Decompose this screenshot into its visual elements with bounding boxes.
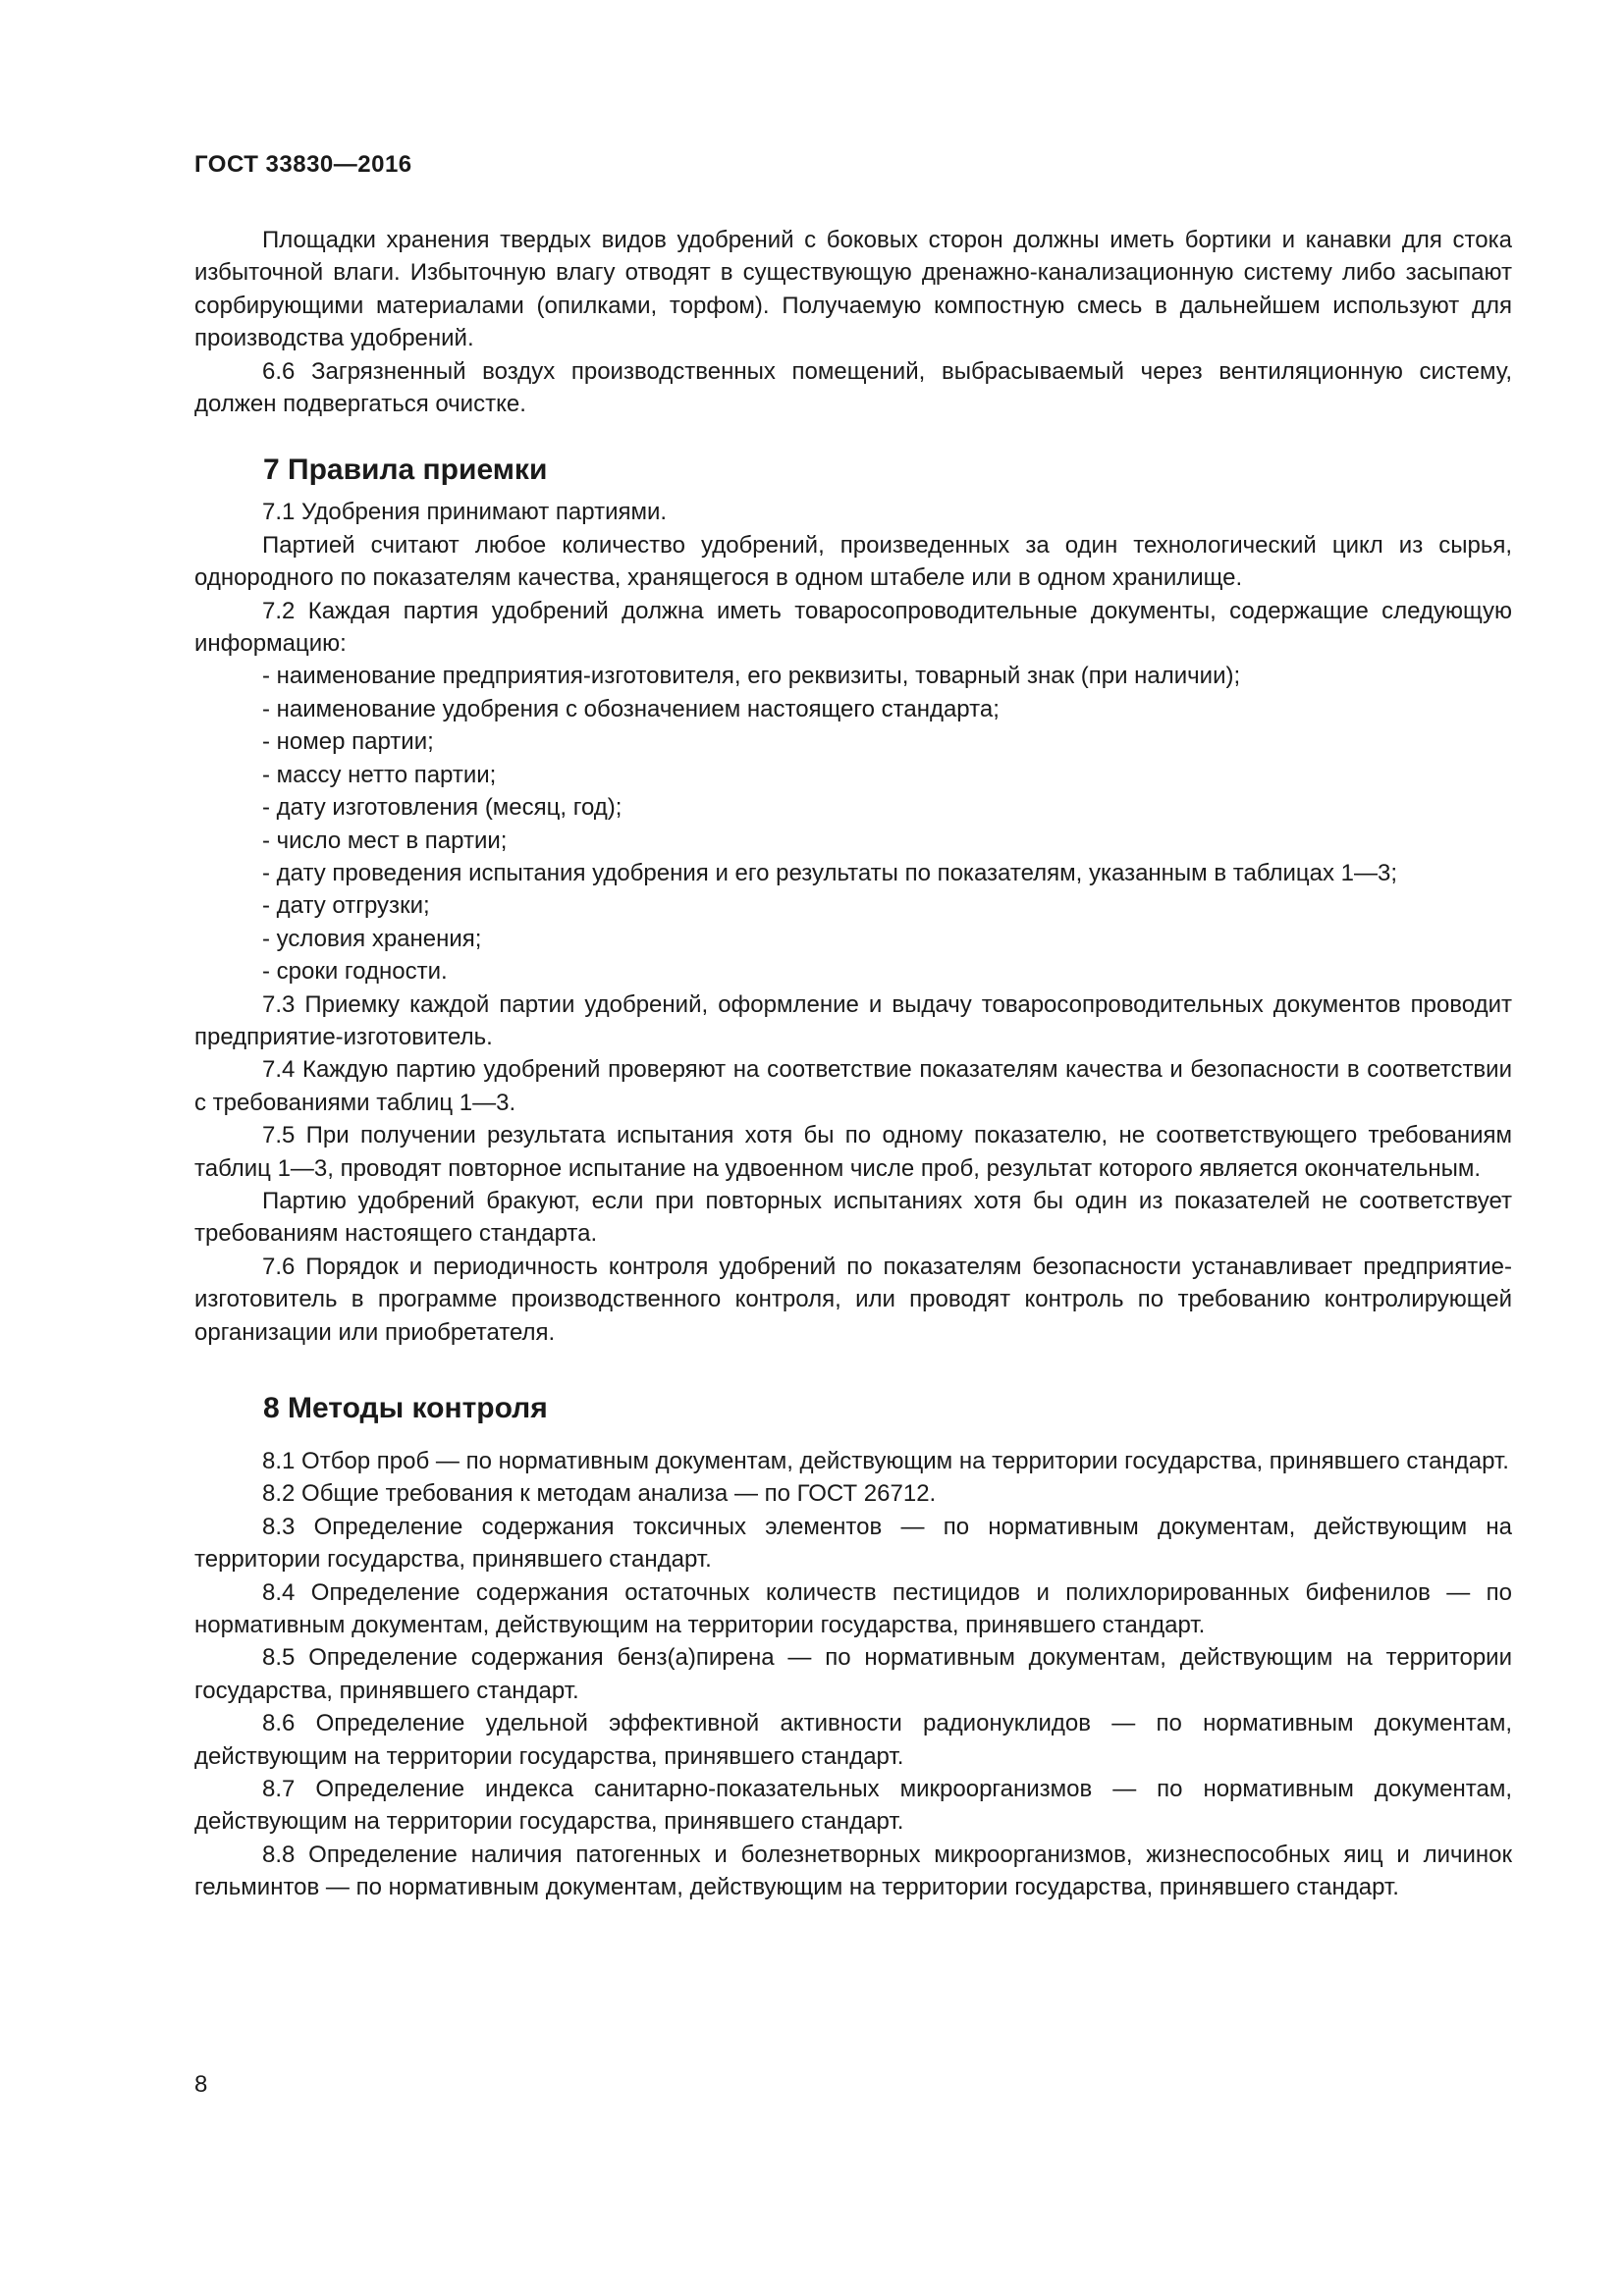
list-item: - массу нетто партии;: [262, 761, 497, 788]
paragraph-7-5: 7.5 При получении результата испытания хотя бы по одному показателю, не соответствующего требованиям таблиц 1—3, проводят повторное испытание на удвоенном числе проб, результат которого является окончательным.: [194, 1122, 1512, 1182]
list-item: - дату проведения испытания удобрения и его результаты по показателям, указанным в таблицах 1—3;: [262, 859, 1398, 886]
paragraph-8-2: 8.2 Общие требования к методам анализа — по ГОСТ 26712.: [262, 1480, 937, 1508]
paragraph-batch-definition: Партией считают любое количество удобрений, произведенных за один технологический цикл из сырья, однородного по показателям качества, хранящегося в одном штабеле или в одном хранилище.: [194, 531, 1512, 592]
page-number: 8: [194, 2071, 208, 2098]
list-item: - наименование удобрения с обозначением настоящего стандарта;: [262, 695, 1000, 722]
list-item: - число мест в партии;: [262, 827, 508, 854]
paragraph-7-4: 7.4 Каждую партию удобрений проверяют на соответствие показателям качества и безопасности в соответствии с требованиями таблиц 1—3.: [194, 1056, 1512, 1116]
paragraph-8-4: 8.4 Определение содержания остаточных количеств пестицидов и полихлорированных бифенилов — по нормативным документам, действующим на территории государства, принявшего стандарт.: [194, 1578, 1512, 1639]
paragraph-7-3: 7.3 Приемку каждой партии удобрений, оформление и выдачу товаросопроводительных документов проводит предприятие-изготовитель.: [194, 990, 1512, 1050]
paragraph-8-7: 8.7 Определение индекса санитарно-показательных микроорганизмов — по нормативным документам, действующим на территории государства, принявшего стандарт.: [194, 1776, 1512, 1836]
document-code-header: ГОСТ 33830—2016: [194, 151, 412, 178]
list-item: - номер партии;: [262, 728, 434, 756]
list-item: - дату отгрузки;: [262, 892, 430, 920]
section-7-heading: 7 Правила приемки: [263, 454, 548, 487]
list-item: - условия хранения;: [262, 925, 482, 952]
paragraph-8-1: 8.1 Отбор проб — по нормативным документам, действующим на территории государства, принявшего стандарт.: [262, 1448, 1509, 1474]
paragraph-storage-sites: Площадки хранения твердых видов удобрений с боковых сторон должны иметь бортики и канавки для стока избыточной влаги. Избыточную влагу отводят в существующую дренажно-канализационную систему либо засыпают сорбирующими материалами (опилками, торфом). Получаемую компостную смесь в дальнейшем используют для производства удобрений.: [194, 227, 1512, 352]
document-body: [194, 224, 1512, 1904]
paragraph-7-2: 7.2 Каждая партия удобрений должна иметь товаросопроводительные документы, содержащие следующую информацию:: [194, 597, 1512, 658]
list-item: - наименование предприятия-изготовителя, его реквизиты, товарный знак (при наличии);: [262, 663, 1241, 690]
paragraph-8-6: 8.6 Определение удельной эффективной активности радионуклидов — по нормативным документам, действующим на территории государства, принявшего стандарт.: [194, 1710, 1512, 1770]
paragraph-8-8: 8.8 Определение наличия патогенных и болезнетворных микроорганизмов, жизнеспособных яиц и личинок гельминтов — по нормативным документам, действующим на территории государства, принявшего стандарт.: [194, 1841, 1512, 1901]
list-item: - сроки годности.: [262, 958, 448, 986]
paragraph-8-3: 8.3 Определение содержания токсичных элементов — по нормативным документам, действующим на территории государства, принявшего стандарт.: [194, 1513, 1512, 1574]
paragraph-7-6: 7.6 Порядок и периодичность контроля удобрений по показателям безопасности устанавливает предприятие-изготовитель в программе производственного контроля, или проводят контроль по требованию контролирующей организации или приобретателя.: [194, 1253, 1512, 1346]
list-item: - дату изготовления (месяц, год);: [262, 794, 623, 822]
paragraph-6-6: 6.6 Загрязненный воздух производственных помещений, выбрасываемый через вентиляционную систему, должен подвергаться очистке.: [194, 357, 1512, 418]
document-info-list: [194, 660, 1512, 988]
section-8-heading: 8 Методы контроля: [263, 1392, 548, 1424]
paragraph-batch-reject: Партию удобрений бракуют, если при повторных испытаниях хотя бы один из показателей не соответствует требованиям настоящего стандарта.: [194, 1187, 1512, 1248]
paragraph-7-1: 7.1 Удобрения принимают партиями.: [262, 499, 668, 526]
paragraph-8-5: 8.5 Определение содержания бенз(а)пирена — по нормативным документам, действующим на территории государства, принявшего стандарт.: [194, 1644, 1512, 1704]
